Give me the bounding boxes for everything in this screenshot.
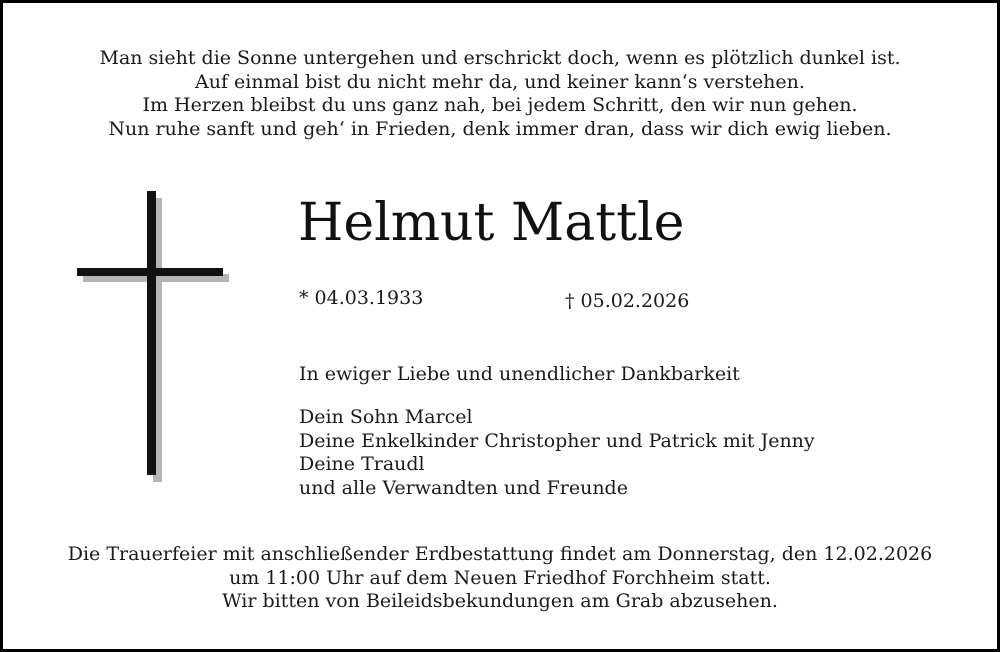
- poem-line: Im Herzen bleibst du uns ganz nah, bei jedem Schritt, den wir nun gehen.: [142, 94, 858, 116]
- birth-date: * 04.03.1933: [299, 287, 424, 309]
- mourner-line: und alle Verwandten und Freunde: [299, 476, 628, 499]
- funeral-line: um 11:00 Uhr auf dem Neuen Friedhof Forchheim statt.: [229, 566, 771, 589]
- cross-horizontal-beam: [77, 268, 223, 276]
- poem-line: Auf einmal bist du nicht mehr da, und keiner kann‘s verstehen.: [195, 70, 805, 93]
- mourner-line: Deine Enkelkinder Christopher und Patrick mit Jenny: [299, 429, 815, 452]
- mourner-line: Deine Traudl: [299, 453, 425, 475]
- funeral-announcement: [3, 543, 997, 614]
- poem-line: Man sieht die Sonne untergehen und erschrickt doch, wenn es plötzlich dunkel ist.: [99, 47, 901, 69]
- mourners-list: [299, 406, 815, 500]
- latin-cross-icon: [77, 188, 232, 483]
- funeral-line: Wir bitten von Beileidsbekundungen am Grab abzusehen.: [222, 590, 778, 612]
- mourner-line: Dein Sohn Marcel: [299, 406, 473, 428]
- deceased-name: Helmut Mattle: [298, 193, 685, 253]
- poem-line: Nun ruhe sanft und geh‘ in Frieden, denk immer dran, dass wir dich ewig lieben.: [108, 117, 892, 140]
- cross-vertical-beam: [147, 191, 156, 475]
- dedication-line: In ewiger Liebe und unendlicher Dankbarkeit: [299, 363, 740, 385]
- funeral-line: Die Trauerfeier mit anschließender Erdbestattung findet am Donnerstag, den 12.02.2026: [67, 543, 933, 565]
- death-date: † 05.02.2026: [565, 290, 690, 312]
- memorial-poem: [3, 47, 997, 141]
